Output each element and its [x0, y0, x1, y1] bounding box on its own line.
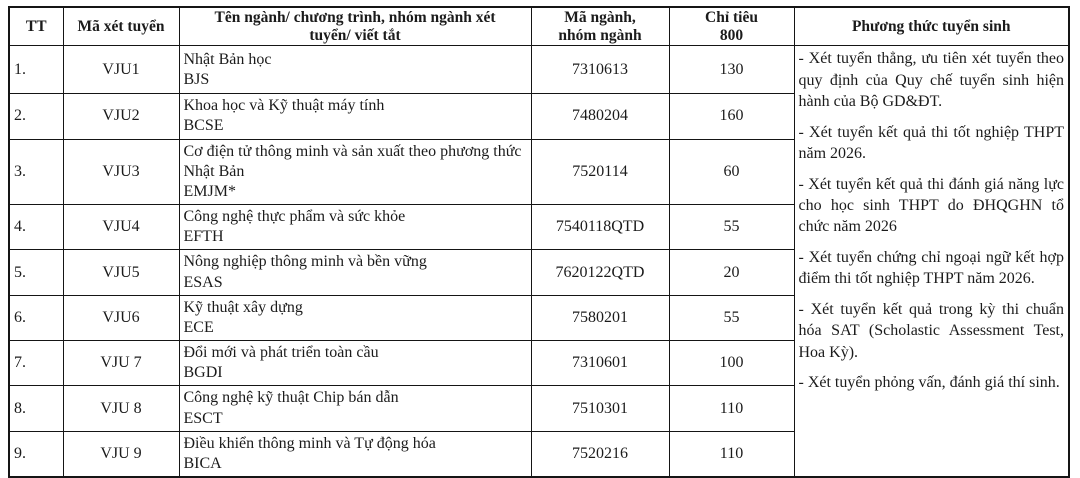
program-abbr: BJS: [183, 70, 210, 88]
cell-tt: 1.: [9, 46, 63, 94]
cell-admission-code: VJU6: [63, 295, 179, 340]
cell-tt: 7.: [9, 341, 63, 386]
program-name: Công nghệ kỹ thuật Chip bán dẫn: [183, 389, 399, 407]
cell-admission-code: VJU2: [63, 94, 179, 139]
cell-quota: 55: [669, 295, 794, 340]
cell-tt: 8.: [9, 386, 63, 431]
cell-quota: 20: [669, 250, 794, 295]
header-cell-admission-code: [63, 7, 179, 46]
cell-program: [179, 139, 531, 204]
cell-tt: 2.: [9, 94, 63, 139]
program-name: Đổi mới và phát triển toàn cầu: [183, 344, 379, 362]
program-name: Khoa học và Kỹ thuật máy tính: [183, 97, 385, 115]
program-abbr: ESAS: [183, 273, 223, 291]
cell-admission-code: VJU 9: [63, 431, 179, 477]
cell-major-code: 7310601: [531, 341, 669, 386]
cell-major-code: 7540118QTD: [531, 205, 669, 250]
admission-method-item: - Xét tuyển kết quả thi đánh giá năng lực cho học sinh THPT do ĐHQGHN tổ chức năm 2026: [798, 175, 1064, 236]
header-cell-program: [179, 7, 531, 46]
cell-quota: 60: [669, 139, 794, 204]
header-cell-major-code: [531, 7, 669, 46]
cell-quota: 110: [669, 431, 794, 477]
header-row: [9, 7, 1069, 46]
header-admission-code-label: Mã xét tuyển: [77, 17, 165, 35]
program-name: Nhật Bản học: [183, 50, 272, 68]
program-name: Cơ điện tử thông minh và sản xuất theo phương thức Nhật Bản: [183, 142, 522, 180]
cell-tt: 3.: [9, 139, 63, 204]
cell-major-code: 7480204: [531, 94, 669, 139]
header-tt-label: TT: [25, 17, 47, 35]
cell-admission-methods: [794, 46, 1069, 477]
cell-admission-code: VJU3: [63, 139, 179, 204]
program-abbr: ECE: [183, 318, 214, 336]
cell-quota: 160: [669, 94, 794, 139]
cell-tt: 4.: [9, 205, 63, 250]
cell-program: [179, 46, 531, 94]
cell-quota: 100: [669, 341, 794, 386]
cell-tt: 5.: [9, 250, 63, 295]
cell-quota: 55: [669, 205, 794, 250]
program-abbr: EFTH: [183, 228, 224, 246]
admission-method-item: - Xét tuyển chứng chỉ ngoại ngữ kết hợp điểm thi tốt nghiệp THPT năm 2026.: [798, 248, 1064, 288]
table-row: [9, 46, 1069, 94]
header-quota-line1: Chỉ tiêu: [705, 9, 758, 26]
cell-program: [179, 205, 531, 250]
program-abbr: ESCT: [183, 409, 223, 427]
program-abbr: BCSE: [183, 117, 224, 135]
cell-quota: 130: [669, 46, 794, 94]
cell-program: [179, 341, 531, 386]
header-quota-line2: 800: [719, 26, 744, 44]
admission-method-item: - Xét tuyển thẳng, ưu tiên xét tuyển theo quy định của Quy chế tuyển sinh hiện hành của Bộ GD&ĐT.: [798, 50, 1064, 111]
cell-tt: 9.: [9, 431, 63, 477]
program-name: Nông nghiệp thông minh và bền vững: [183, 253, 427, 271]
cell-admission-code: VJU 7: [63, 341, 179, 386]
cell-program: [179, 431, 531, 477]
program-name: Điều khiển thông minh và Tự động hóa: [183, 434, 436, 452]
cell-admission-code: VJU 8: [63, 386, 179, 431]
cell-admission-code: VJU5: [63, 250, 179, 295]
program-name: Công nghệ thực phẩm và sức khỏe: [183, 208, 406, 226]
cell-major-code: 7510301: [531, 386, 669, 431]
cell-program: [179, 250, 531, 295]
program-abbr: BICA: [183, 454, 222, 472]
program-abbr: EMJM*: [183, 182, 236, 200]
admission-method-item: - Xét tuyển phỏng vấn, đánh giá thí sinh.: [798, 374, 1060, 391]
header-cell-methods: [794, 7, 1069, 46]
cell-major-code: 7620122QTD: [531, 250, 669, 295]
header-cell-quota: [669, 7, 794, 46]
admissions-table: [8, 6, 1070, 478]
cell-program: [179, 94, 531, 139]
cell-tt: 6.: [9, 295, 63, 340]
cell-major-code: 7580201: [531, 295, 669, 340]
admission-method-item: - Xét tuyển kết quả trong kỳ thi chuẩn hóa SAT (Scholastic Assessment Test, Hoa Kỳ).: [798, 300, 1064, 361]
cell-major-code: 7310613: [531, 46, 669, 94]
cell-quota: 110: [669, 386, 794, 431]
program-abbr: BGDI: [183, 364, 223, 382]
header-program-line2: tuyển/ viết tắt: [309, 26, 401, 44]
cell-major-code: 7520114: [531, 139, 669, 204]
admission-method-item: - Xét tuyển kết quả thi tốt nghiệp THPT năm 2026.: [798, 123, 1064, 163]
header-major-code-line2: nhóm ngành: [558, 26, 642, 44]
header-program-line1: Tên ngành/ chương trình, nhóm ngành xét: [214, 9, 496, 26]
cell-program: [179, 295, 531, 340]
header-cell-tt: [9, 7, 63, 46]
cell-program: [179, 386, 531, 431]
cell-admission-code: VJU4: [63, 205, 179, 250]
program-name: Kỹ thuật xây dựng: [183, 298, 303, 316]
header-major-code-line1: Mã ngành,: [564, 9, 636, 26]
cell-admission-code: VJU1: [63, 46, 179, 94]
cell-major-code: 7520216: [531, 431, 669, 477]
header-methods-label: Phương thức tuyển sinh: [851, 17, 1011, 35]
